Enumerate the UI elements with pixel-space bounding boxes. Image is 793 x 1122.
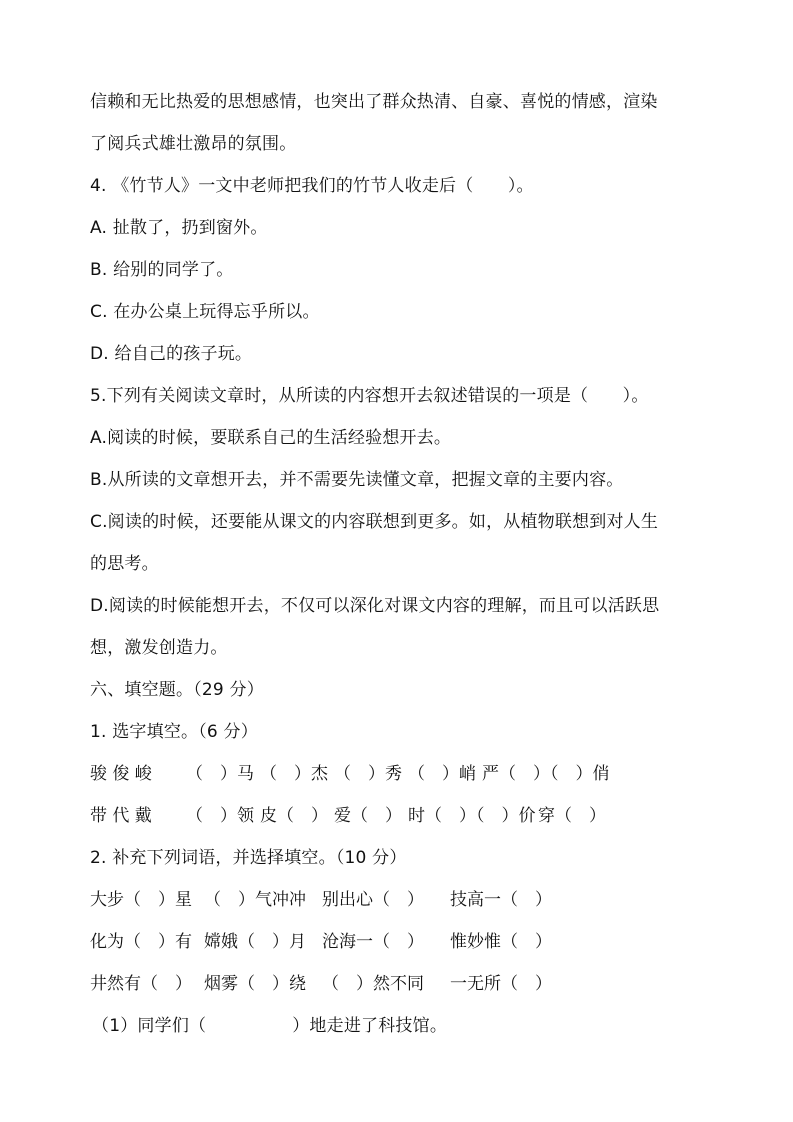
question-5-option-d-line-1: D.阅读的时候能想开去，不仅可以深化对课文内容的理解，而且可以活跃思 xyxy=(90,596,660,616)
idiom-item: 沧海一（ ） xyxy=(322,932,424,952)
idiom-item: 惟妙惟（ ） xyxy=(450,932,552,952)
blank-item: （ ）马 xyxy=(186,764,254,784)
idiom-item: （ ）气冲冲 xyxy=(204,890,306,910)
idiom-item: 嫦娥（ ）月 xyxy=(204,932,306,952)
blank-item: （ ）峭 xyxy=(408,764,476,784)
question-5-option-d-line-2: 想，激发创造力。 xyxy=(90,638,228,658)
blank-item: 爱（ ） xyxy=(334,806,402,826)
char-options: 骏 俊 峻 xyxy=(90,764,152,784)
blank-item: 严（ ）（ ）俏 xyxy=(482,764,610,784)
idiom-item: 化为（ ）有 xyxy=(90,932,192,952)
blank-item: 皮（ ） xyxy=(260,806,328,826)
blank-item: （ ）杰 xyxy=(260,764,328,784)
question-5-option-b: B.从所读的文章想开去，并不需要先读懂文章，把握文章的主要内容。 xyxy=(90,470,624,490)
question-4-option-d: D. 给自己的孩子玩。 xyxy=(90,344,253,364)
blank-item: 时（ ）（ ）价 xyxy=(408,806,536,826)
question-4: 4. 《竹节人》一文中老师把我们的竹节人收走后（ ）。 xyxy=(90,176,534,196)
section-6-heading: 六、填空题。（29 分） xyxy=(90,680,264,700)
question-4-option-b: B. 给别的同学了。 xyxy=(90,260,234,280)
question-5: 5.下列有关阅读文章时，从所读的内容想开去叙述错误的一项是（ ）。 xyxy=(90,386,649,406)
char-options: 带 代 戴 xyxy=(90,806,152,826)
paragraph-continuation-line-2: 了阅兵式雄壮激昂的氛围。 xyxy=(90,134,297,154)
idiom-item: 井然有（ ） xyxy=(90,974,192,994)
idiom-item: （ ）然不同 xyxy=(322,974,424,994)
section-6-question-2: 2. 补充下列词语，并选择填空。（10 分） xyxy=(90,848,407,868)
paragraph-continuation-line-1: 信赖和无比热爱的思想感情，也突出了群众热清、自豪、喜悦的情感，渲染 xyxy=(90,92,658,112)
idiom-item: 烟雾（ ）绕 xyxy=(204,974,306,994)
idiom-item: 技高一（ ） xyxy=(450,890,552,910)
question-5-option-c-line-2: 的思考。 xyxy=(90,554,159,574)
blank-item: 穿（ ） xyxy=(538,806,606,826)
fill-sentence-1: （1）同学们（ ）地走进了科技馆。 xyxy=(92,1016,448,1036)
idiom-item: 别出心（ ） xyxy=(322,890,424,910)
blank-item: （ ）领 xyxy=(186,806,254,826)
section-6-question-1: 1. 选字填空。（6 分） xyxy=(90,722,258,742)
question-5-option-a: A.阅读的时候，要联系自己的生活经验想开去。 xyxy=(90,428,452,448)
idiom-item: 大步（ ）星 xyxy=(90,890,192,910)
question-4-option-a: A. 扯散了，扔到窗外。 xyxy=(90,218,268,238)
question-4-option-c: C. 在办公桌上玩得忘乎所以。 xyxy=(90,302,320,322)
blank-item: （ ）秀 xyxy=(334,764,402,784)
question-5-option-c-line-1: C.阅读的时候，还要能从课文的内容联想到更多。如，从植物联想到对人生 xyxy=(90,512,659,532)
idiom-item: 一无所（ ） xyxy=(450,974,552,994)
